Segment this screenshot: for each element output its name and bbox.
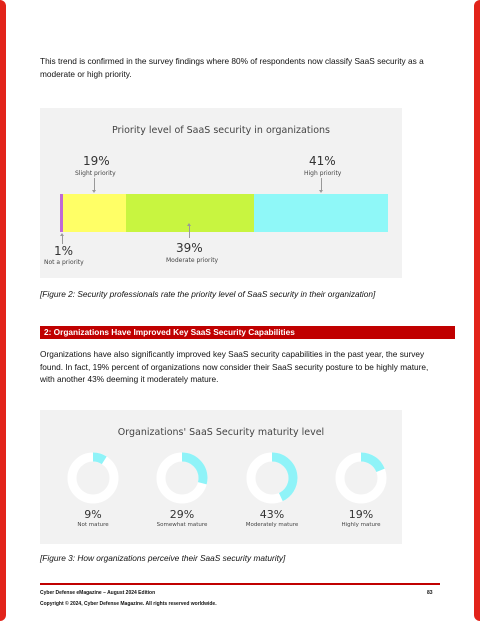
donut-label-highly-mature: Highly mature <box>341 522 381 528</box>
intro-paragraph: This trend is confirmed in the survey findings where 80% of respondents now classify SaaS security as a moderate or high priority. <box>40 56 424 79</box>
high-priority-label: High priority <box>304 170 342 177</box>
donut-pct-highly-mature: 19% <box>348 508 374 521</box>
figure1-caption: [Figure 2: Security professionals rate the priority level of SaaS security in their organization] <box>40 289 376 299</box>
donut-not-mature <box>67 452 119 504</box>
not-priority-pct: 1% <box>54 244 74 258</box>
figure1-title: Priority level of SaaS security in organizations <box>112 125 330 136</box>
footer-edition: Cyber Defense eMagazine – August 2024 Edition <box>40 590 156 596</box>
donut-pct-somewhat-mature: 29% <box>169 508 195 521</box>
section-heading: 2: Organizations Have Improved Key SaaS Security Capabilities <box>40 326 455 339</box>
donut-pct-not-mature: 9% <box>84 508 102 521</box>
donut-pct-moderately-mature: 43% <box>259 508 285 521</box>
donut-moderately-mature <box>246 452 298 504</box>
donut-track <box>72 457 114 499</box>
high-priority-arrow <box>321 178 322 190</box>
footer-rule <box>40 583 440 585</box>
footer-copyright: Copyright © 2024, Cyber Defense Magazine. All rights reserved worldwide. <box>40 601 217 607</box>
figure2-caption: [Figure 3: How organizations perceive their SaaS security maturity] <box>40 553 286 563</box>
donut-label-somewhat-mature: Somewhat mature <box>156 522 208 528</box>
maturity-figure <box>40 410 402 544</box>
bar-segment-high-priority <box>254 194 388 232</box>
page-number: 83 <box>427 590 433 596</box>
figure2-title: Organizations' SaaS Security maturity level <box>117 427 325 438</box>
donut-label-not-mature: Not mature <box>77 522 109 528</box>
right-red-edge <box>474 0 480 621</box>
left-red-edge <box>0 0 6 621</box>
slight-priority-pct: 19% <box>83 154 110 168</box>
not-priority-arrow <box>62 236 63 244</box>
moderate-priority-pct: 39% <box>176 241 203 255</box>
donut-somewhat-mature <box>156 452 208 504</box>
bar-segment-slight-priority <box>63 194 125 232</box>
moderate-priority-arrow <box>189 226 190 238</box>
priority-figure <box>40 108 402 278</box>
moderate-priority-label: Moderate priority <box>166 257 219 264</box>
not-priority-label: Not a priority <box>44 259 84 266</box>
slight-priority-label: Slight priority <box>75 170 116 177</box>
donut-highly-mature <box>335 452 387 504</box>
donut-label-moderately-mature: Moderately mature <box>245 522 299 528</box>
section-paragraph: Organizations have also significantly improved key SaaS security capabilities in the past year, the survey found. In fact, 19% percent of organizations now consider their SaaS security posture to be highly mature, with another 43% deeming it moderately mature. <box>40 349 429 384</box>
high-priority-pct: 41% <box>309 154 336 168</box>
slight-priority-arrow <box>94 178 95 190</box>
